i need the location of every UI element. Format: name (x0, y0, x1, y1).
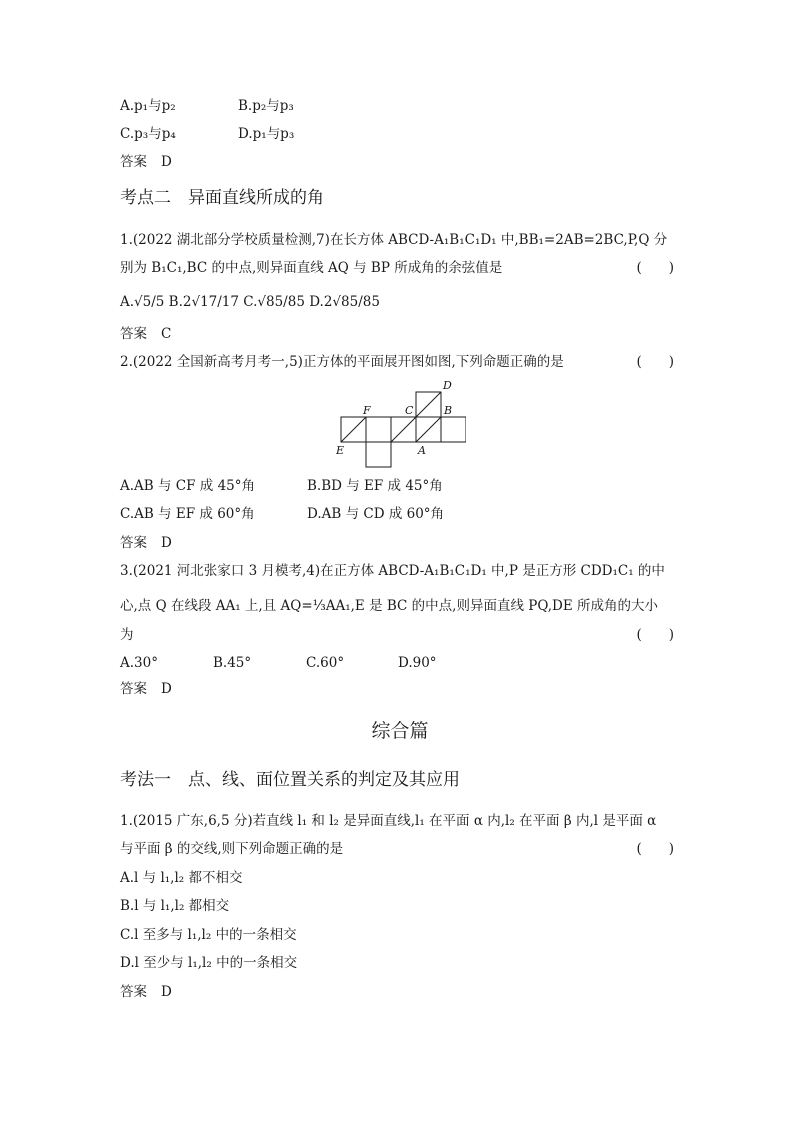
m1-option-c: C.l 至多与 l₁,l₂ 中的一条相交 (120, 927, 297, 943)
q1-stem-line1: 1.(2022 湖北部分学校质量检测,7)在长方体 ABCD-A₁B₁C₁D₁ 中,BB₁=2AB=2BC,P,Q 分 (120, 232, 668, 248)
answer-label: 答案 (120, 326, 147, 342)
q1-answer-line (120, 324, 171, 344)
m1-option-d: D.l 至少与 l₁,l₂ 中的一条相交 (120, 955, 298, 971)
prev-option-c: C.p₃与p₄ (120, 126, 176, 142)
answer-label: 答案 (120, 681, 147, 697)
label-d: D (443, 379, 452, 392)
diagonal-ab (416, 417, 441, 442)
q1-answer-paren: ( ) (636, 260, 674, 276)
m1-stem-line2: 与平面 β 的交线,则下列命题正确的是 (120, 841, 344, 857)
answer-value: D (161, 984, 172, 1000)
q2-option-c: C.AB 与 EF 成 60°角 (120, 506, 255, 522)
diagonal-c (391, 417, 416, 442)
label-c: C (405, 404, 414, 417)
method-title: 考法一 点、线、面位置关系的判定及其应用 (120, 770, 460, 790)
q3-stem-line3: 为 (120, 627, 134, 643)
q3-stem-line1: 3.(2021 河北张家口 3 月模考,4)在正方体 ABCD-A₁B₁C₁D₁ 中,P 是正方形 CDD₁C₁ 的中 (120, 563, 665, 579)
q3-option-c: C.60° (306, 655, 345, 671)
q3-option-a: A.30° (120, 655, 158, 671)
q2-stem-line1: 2.(2022 全国新高考月考一,5)正方体的平面展开图如图,下列命题正确的是 (120, 354, 564, 370)
m1-option-a: A.l 与 l₁,l₂ 都不相交 (120, 870, 243, 886)
q2-option-a: A.AB 与 CF 成 45°角 (120, 478, 255, 494)
label-a: A (418, 444, 426, 457)
q2-option-b: B.BD 与 EF 成 45°角 (307, 478, 443, 494)
net-square-row5 (441, 417, 466, 442)
diagonal-ef (341, 417, 366, 442)
prev-answer-line (120, 152, 172, 172)
q3-answer-paren: ( ) (636, 627, 674, 643)
answer-label: 答案 (120, 984, 147, 1000)
prev-option-d: D.p₁与p₃ (238, 126, 295, 142)
net-square-bottom (366, 442, 391, 467)
q3-stem-line2: 心,点 Q 在线段 AA₁ 上,且 AQ=⅓AA₁,E 是 BC 的中点,则异面直线 PQ,DE 所成角的大小 (120, 598, 658, 614)
part-title: 综合篇 (371, 720, 429, 742)
answer-value: C (161, 326, 172, 342)
answer-label: 答案 (120, 154, 147, 170)
q2-answer-line (120, 533, 172, 553)
net-square-row2 (366, 417, 391, 442)
q3-option-d: D.90° (398, 655, 437, 671)
q3-answer-line (120, 679, 172, 699)
q3-option-b: B.45° (213, 655, 252, 671)
diagonal-cd (416, 392, 441, 417)
m1-stem-line1: 1.(2015 广东,6,5 分)若直线 l₁ 和 l₂ 是异面直线,l₁ 在平面 α 内,l₂ 在平面 β 内,l 是平面 α (120, 813, 657, 829)
cube-net-figure (336, 376, 466, 468)
q1-options: A.√5/5 B.2√17/17 C.√85/85 D.2√85/85 (120, 294, 380, 310)
label-f: F (363, 404, 371, 417)
m1-answer-paren: ( ) (636, 841, 674, 857)
q2-option-d: D.AB 与 CD 成 60°角 (307, 506, 445, 522)
m1-option-b: B.l 与 l₁,l₂ 都相交 (120, 898, 230, 914)
prev-option-b: B.p₂与p₃ (238, 98, 294, 114)
answer-label: 答案 (120, 535, 147, 551)
q1-stem-line2: 别为 B₁C₁,BC 的中点,则异面直线 AQ 与 BP 所成角的余弦值是 (120, 260, 503, 276)
answer-value: D (161, 154, 172, 170)
q2-answer-paren: ( ) (636, 354, 674, 370)
answer-value: D (161, 535, 172, 551)
answer-value: D (161, 681, 172, 697)
prev-option-a: A.p₁与p₂ (120, 98, 176, 114)
label-b: B (444, 404, 453, 417)
m1-answer-line (120, 982, 172, 1002)
section-title: 考点二 异面直线所成的角 (120, 188, 324, 208)
label-e: E (336, 444, 345, 457)
